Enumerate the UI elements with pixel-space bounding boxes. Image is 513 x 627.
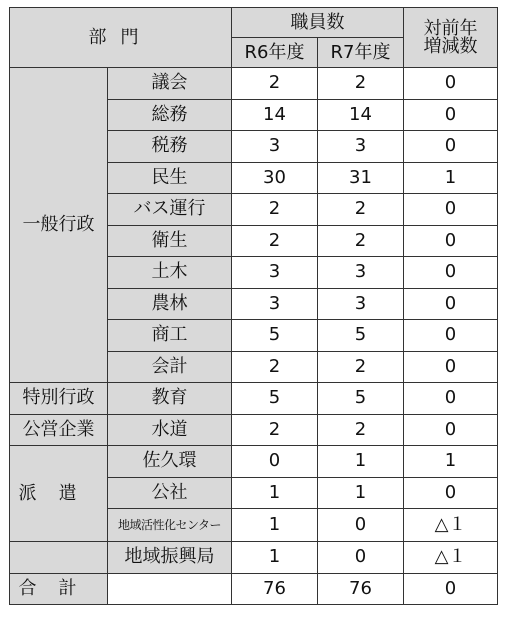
r7-cell: 31 [318, 162, 404, 194]
diff-cell: 1 [404, 162, 498, 194]
r6-cell: 1 [232, 509, 318, 542]
r6-cell: 1 [232, 542, 318, 574]
staff-header: 職員数 [232, 8, 404, 38]
r6-cell: 3 [232, 257, 318, 289]
diff-cell: 0 [404, 288, 498, 320]
dept-cell: 地域活性化センター [108, 509, 232, 542]
total-dept-empty [108, 573, 232, 605]
r7-cell: 2 [318, 351, 404, 383]
total-row [10, 573, 498, 605]
dept-cell: 税務 [108, 131, 232, 163]
diff-cell: 0 [404, 99, 498, 131]
header-row-1 [10, 8, 498, 38]
table-row [10, 383, 498, 415]
dept-cell: 公社 [108, 477, 232, 509]
diff-cell: 0 [404, 194, 498, 226]
category-dispatch: 派遣 [10, 446, 108, 542]
r6-cell: 2 [232, 414, 318, 446]
diff-cell: 0 [404, 131, 498, 163]
dept-cell: 佐久環 [108, 446, 232, 478]
r6-cell: 14 [232, 99, 318, 131]
diff-header-line2: 増減数 [423, 35, 478, 57]
diff-cell: 0 [404, 320, 498, 352]
r6-header: R6年度 [232, 38, 318, 68]
r7-cell: 2 [318, 225, 404, 257]
r7-cell: 5 [318, 383, 404, 415]
r7-cell: 5 [318, 320, 404, 352]
diff-cell: 0 [404, 351, 498, 383]
r7-cell: 1 [318, 477, 404, 509]
r7-cell: 2 [318, 68, 404, 100]
dept-cell: 会計 [108, 351, 232, 383]
dept-cell: 商工 [108, 320, 232, 352]
r6-cell: 2 [232, 68, 318, 100]
diff-cell: 0 [404, 225, 498, 257]
r7-cell: 3 [318, 288, 404, 320]
category-enterprise: 公営企業 [10, 414, 108, 446]
dept-cell: 議会 [108, 68, 232, 100]
dept-cell: 教育 [108, 383, 232, 415]
diff-cell: 0 [404, 257, 498, 289]
category-special: 特別行政 [10, 383, 108, 415]
table-row [10, 446, 498, 478]
diff-cell: △１ [404, 542, 498, 574]
dept-cell: 水道 [108, 414, 232, 446]
total-diff-cell: 0 [404, 573, 498, 605]
r7-cell: 0 [318, 542, 404, 574]
dept-cell: 土木 [108, 257, 232, 289]
dept-header: 部門 [10, 8, 232, 68]
dept-cell: 衛生 [108, 225, 232, 257]
r7-cell: 2 [318, 414, 404, 446]
r6-cell: 1 [232, 477, 318, 509]
r7-cell: 14 [318, 99, 404, 131]
table-row [10, 68, 498, 100]
r6-cell: 0 [232, 446, 318, 478]
diff-cell: 1 [404, 446, 498, 478]
r7-cell: 1 [318, 446, 404, 478]
r6-cell: 3 [232, 288, 318, 320]
diff-cell: 0 [404, 383, 498, 415]
table-row [10, 542, 498, 574]
total-r6-cell: 76 [232, 573, 318, 605]
table-row [10, 414, 498, 446]
dept-cell: 農林 [108, 288, 232, 320]
dept-cell: 総務 [108, 99, 232, 131]
diff-header [404, 8, 498, 68]
dept-cell: バス運行 [108, 194, 232, 226]
r6-cell: 3 [232, 131, 318, 163]
r6-cell: 5 [232, 383, 318, 415]
category-general: 一般行政 [10, 68, 108, 383]
r7-header: R7年度 [318, 38, 404, 68]
r6-cell: 2 [232, 225, 318, 257]
r6-cell: 2 [232, 351, 318, 383]
category-empty [10, 542, 108, 574]
r6-cell: 30 [232, 162, 318, 194]
diff-cell: △１ [404, 509, 498, 542]
diff-cell: 0 [404, 414, 498, 446]
dept-cell: 民生 [108, 162, 232, 194]
r7-cell: 3 [318, 131, 404, 163]
dept-cell: 地域振興局 [108, 542, 232, 574]
diff-cell: 0 [404, 477, 498, 509]
r7-cell: 3 [318, 257, 404, 289]
diff-cell: 0 [404, 68, 498, 100]
r7-cell: 2 [318, 194, 404, 226]
diff-header-line1: 対前年 [423, 17, 478, 39]
r7-cell: 0 [318, 509, 404, 542]
staff-count-table [9, 7, 498, 605]
total-label: 合計 [10, 573, 108, 605]
r6-cell: 2 [232, 194, 318, 226]
r6-cell: 5 [232, 320, 318, 352]
total-r7-cell: 76 [318, 573, 404, 605]
